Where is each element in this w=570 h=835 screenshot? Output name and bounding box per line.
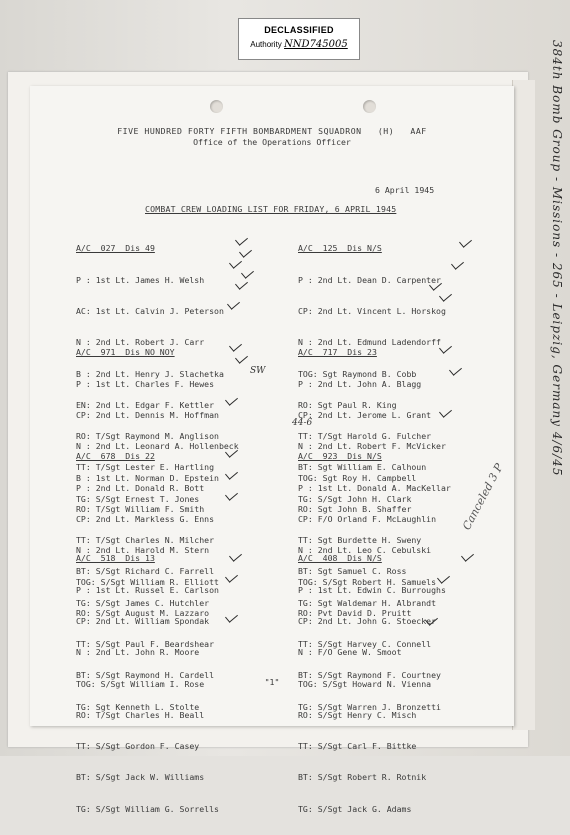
document-date: 6 April 1945: [375, 185, 435, 195]
crew-row: P : 1st Lt. Donald A. MacKellar: [298, 483, 451, 494]
crew-row: N : 2nd Lt. Robert F. McVicker: [298, 441, 446, 452]
stamp-title: DECLASSIFIED: [264, 25, 334, 35]
aircraft-header: A/C 125 Dis N/S: [298, 242, 382, 253]
crew-row: P : 2nd Lt. John A. Blagg: [298, 379, 422, 390]
crew-row: RO: Pvt David D. Pruitt: [298, 607, 412, 618]
crew-row: CP: 2nd Lt. Vincent L. Horskog: [298, 306, 446, 317]
aircraft-header: A/C 518 Dis 13: [76, 552, 155, 563]
check-mark-icon: [235, 233, 248, 245]
crew-row: TG: S/Sgt Ernest T. Jones: [76, 493, 200, 504]
crew-row: TOG: Sgt Roy H. Campbell: [298, 472, 417, 483]
crew-row: TT: T/Sgt Harold G. Fulcher: [298, 431, 432, 442]
check-mark-icon: [235, 277, 248, 289]
crew-row: N : 2nd Lt. John R. Moore: [76, 647, 200, 658]
crew-row: TOG: Sgt Raymond B. Cobb: [298, 368, 417, 379]
crew-row: N : F/O Gene W. Smoot: [298, 647, 402, 658]
page-number: "1": [264, 677, 280, 687]
handwritten-note-44: 44-6: [292, 418, 313, 428]
stamp-authority: [239, 39, 359, 50]
crew-row: CP: 2nd Lt. Markless G. Enns: [76, 514, 215, 525]
document-title: COMBAT CREW LOADING LIST FOR FRIDAY, 6 APRIL 1945: [145, 204, 397, 214]
crew-row: B : 1st Lt. Norman D. Epstein: [76, 472, 219, 483]
crew-row: TG: S/Sgt James C. Hutchler: [76, 597, 210, 608]
crew-row: TOG: S/Sgt William R. Elliott: [76, 576, 219, 587]
crew-row: TG: Sgt Kenneth L. Stolte: [76, 701, 200, 712]
crew-row: TG: S/Sgt Jack G. Adams: [298, 803, 412, 814]
handwritten-canceled-note: Canceled 3 P: [460, 461, 506, 533]
aircraft-header: A/C 408 Dis N/S: [298, 552, 382, 563]
aircraft-header: A/C 027 Dis 49: [76, 242, 155, 253]
crew-row: BT: S/Sgt Robert R. Rotnik: [298, 772, 427, 783]
stamp-authority-label: Authority: [250, 40, 282, 49]
crew-row: TG: S/Sgt John H. Clark: [298, 493, 412, 504]
crew-row: TG: S/Sgt William G. Sorrells: [76, 803, 219, 814]
crew-row: P : 1st Lt. Edwin C. Burroughs: [298, 585, 446, 596]
crew-row: AC: 1st Lt. Calvin J. Peterson: [76, 306, 224, 317]
crew-row: TT: T/Sgt Lester E. Hartling: [76, 462, 215, 473]
check-mark-icon: [461, 549, 474, 561]
back-sheet-edge: [512, 80, 535, 730]
check-mark-icon: [451, 257, 464, 269]
check-mark-icon: [459, 235, 472, 247]
squadron-header: FIVE HUNDRED FORTY FIFTH BOMBARDMENT SQUADRON (H) AAF: [117, 126, 427, 136]
crew-row: TT: Sgt Burdette H. Sweny: [298, 535, 422, 546]
crew-row: BT: S/Sgt Jack W. Williams: [76, 772, 205, 783]
crew-row: N : 2nd Lt. Harold M. Stern: [76, 545, 210, 556]
crew-row: RO: S/Sgt Henry C. Misch: [298, 709, 417, 720]
crew-row: CP: 2nd Lt. Dennis M. Hoffman: [76, 410, 219, 421]
handwritten-side-annotation: [540, 40, 570, 730]
crew-row: RO: T/Sgt Raymond M. Anglison: [76, 431, 219, 442]
crew-row: N : 2nd Lt. Edmund Ladendorff: [298, 337, 441, 348]
crew-row: EN: 2nd Lt. Edgar F. Kettler: [76, 399, 215, 410]
crew-row: TT: S/Sgt Paul F. Beardshear: [76, 639, 215, 650]
crew-row: P : 1st Lt. Russel E. Carlson: [76, 585, 219, 596]
crew-row: N : 2nd Lt. Robert J. Carr: [76, 337, 205, 348]
crew-row: P : 2nd Lt. Dean D. Carpenter: [298, 275, 441, 286]
crew-row: TT: S/Sgt Gordon F. Casey: [76, 741, 200, 752]
punch-hole-left: [210, 100, 223, 113]
office-header: Office of the Operations Officer: [193, 137, 351, 147]
crew-row: CP: F/O Orland F. McLaughlin: [298, 514, 437, 525]
crew-row: TT: S/Sgt Carl F. Bittke: [298, 741, 417, 752]
check-mark-icon: [449, 363, 462, 375]
crew-row: RO: T/Sgt Charles H. Beall: [76, 709, 205, 720]
crew-row: CP: 2nd Lt. John G. Stoecker: [298, 616, 437, 627]
crew-row: P : 1st Lt. Charles F. Hewes: [76, 379, 215, 390]
crew-row: TOG: S/Sgt Robert H. Samuels: [298, 576, 437, 587]
crew-row: BT: Sgt William E. Calhoun: [298, 462, 427, 473]
declassified-stamp: [238, 18, 360, 60]
crew-row: BT: Sgt Samuel C. Ross: [298, 566, 407, 577]
crew-row: P : 2nd Lt. Donald R. Bott: [76, 483, 205, 494]
crew-row: CP: 2nd Lt. William Spondak: [76, 616, 210, 627]
check-mark-icon: [227, 297, 240, 309]
aircraft-header: A/C 678 Dis 22: [76, 450, 155, 461]
crew-row: TG: S/Sgt Warren J. Bronzetti: [298, 701, 441, 712]
crew-row: B : 2nd Lt. Henry J. Slachetka: [76, 368, 224, 379]
crew-row: N : 2nd Lt. Leo C. Cebulski: [298, 545, 432, 556]
document-page: [30, 86, 514, 814]
crew-row: N : 2nd Lt. Leonard A. Hollenbeck: [76, 441, 239, 452]
crew-row: P : 1st Lt. James H. Welsh: [76, 275, 205, 286]
crew-row: TOG: S/Sgt William I. Rose: [76, 678, 205, 689]
stamp-authority-value: NND745005: [284, 39, 348, 50]
crew-row: BT: S/Sgt Raymond F. Courtney: [298, 670, 441, 681]
punch-hole-right: [363, 100, 376, 113]
aircraft-header: A/C 971 Dis NO NOY: [76, 346, 175, 357]
crew-row: RO: T/Sgt William F. Smith: [76, 503, 205, 514]
crew-row: TT: T/Sgt Charles N. Milcher: [76, 535, 215, 546]
handwritten-note-sw: SW: [250, 366, 266, 376]
side-annotation-text: 384th Bomb Group - Missions - 265 - Leipzig, Germany 4/6/45: [550, 40, 564, 477]
check-mark-icon: [239, 245, 252, 257]
crew-row: BT: S/Sgt Raymond H. Cardell: [76, 670, 215, 681]
crew-row: RO: S/Sgt August M. Lazzaro: [76, 607, 210, 618]
crew-row: RO: Sgt Paul R. King: [298, 399, 397, 410]
crew-row: TG: Sgt Waldemar H. Albrandt: [298, 597, 437, 608]
crew-row: RO: Sgt John B. Shaffer: [298, 503, 412, 514]
aircraft-header: A/C 717 Dis 23: [298, 346, 377, 357]
crew-row: TT: S/Sgt Harvey C. Connell: [298, 639, 432, 650]
aircraft-header: A/C 923 Dis N/S: [298, 450, 382, 461]
crew-row: TOG: S/Sgt Howard N. Vienna: [298, 678, 432, 689]
crew-row: BT: S/Sgt Richard C. Farrell: [76, 566, 215, 577]
crew-row: CP: 2nd Lt. Jerome L. Grant: [298, 410, 432, 421]
check-mark-icon: [229, 256, 242, 268]
